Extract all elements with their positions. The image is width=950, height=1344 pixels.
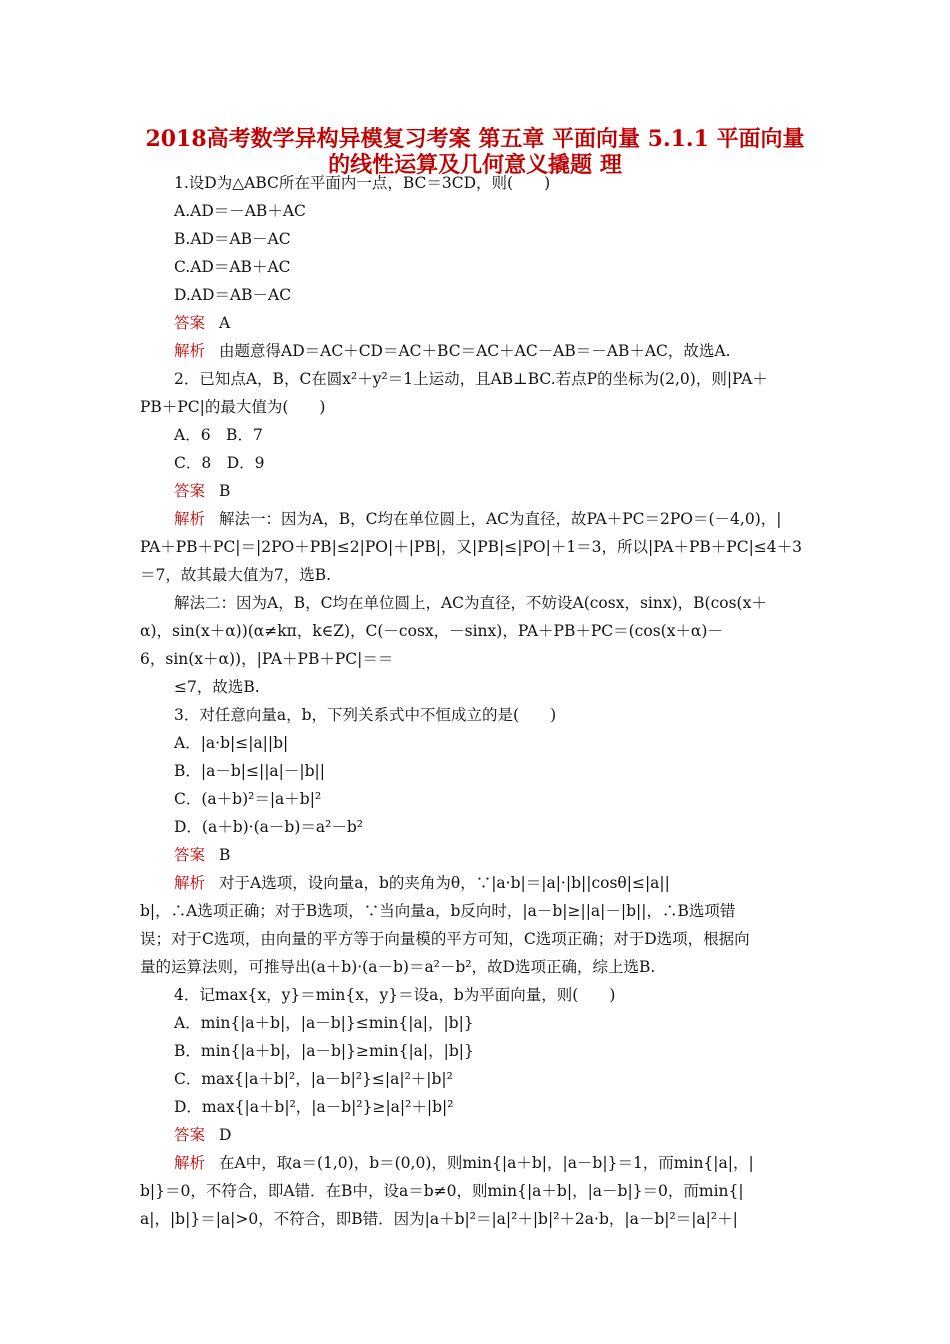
analysis-label: 解析 [174, 1154, 206, 1172]
question-1-option-d: D.AD＝AB－AC [174, 286, 292, 304]
answer-label: 答案 [174, 482, 206, 500]
answer-value: D [219, 1126, 232, 1144]
question-3-analysis-line-2: b|，∴A选项正确；对于B选项，∵当向量a，b反向时，|a－b|≥||a|－|b||，∴B选项错 [140, 902, 736, 920]
question-4-answer [174, 1125, 231, 1145]
question-3-analysis-line-3: 误；对于C选项，由向量的平方等于向量模的平方可知，C选项正确；对于D选项，根据向 [140, 930, 750, 948]
answer-value: B [219, 482, 231, 500]
question-3-stem: 3．对任意向量a，b，下列关系式中不恒成立的是( ) [174, 706, 557, 724]
question-2-method-2-line-3: 6，sin(x＋α))，|PA＋PB＋PC|＝＝ [140, 650, 394, 668]
question-3-option-d: D．(a＋b)·(a－b)＝a²－b² [174, 818, 363, 836]
answer-label: 答案 [174, 846, 206, 864]
question-2-analysis-line-3: ＝7，故其最大值为7，选B. [140, 566, 332, 584]
question-2-analysis-line-2: PA＋PB＋PC|＝|2PO＋PB|≤2|PO|＋|PB|，又|PB|≤|PO|＋1＝3，所以|PA＋PB＋PC|≤4＋3 [140, 538, 803, 556]
question-3-option-b: B．|a－b|≤||a|－|b|| [174, 762, 325, 780]
question-3-answer [174, 845, 230, 865]
question-4-option-b: B．min{|a＋b|，|a－b|}≥min{|a|，|b|} [174, 1042, 474, 1060]
question-1-option-a: A.AD＝－AB＋AC [174, 202, 306, 220]
question-2-stem-line-2: PB＋PC|的最大值为( ) [140, 398, 326, 416]
analysis-text: 对于A选项，设向量a，b的夹角为θ，∵|a·b|＝|a|·|b||cosθ|≤|a|| [219, 874, 670, 892]
question-1-stem: 1.设D为△ABC所在平面内一点，BC＝3CD，则( ) [174, 174, 551, 192]
answer-label: 答案 [174, 314, 206, 332]
analysis-text: 由题意得AD＝AC＋CD＝AC＋BC＝AC＋AC－AB＝－AB＋AC，故选A. [219, 342, 731, 360]
question-3-analysis-line-1 [174, 873, 670, 893]
question-1-analysis [174, 341, 731, 361]
question-4-analysis-line-2: b|}＝0，不符合，即A错．在B中，设a＝b≠0，则min{|a＋b|，|a－b|}＝0，而min{| [140, 1182, 744, 1200]
document-title-line-1: 2018高考数学异构异模复习考案 第五章 平面向量 5.1.1 平面向量 [145, 126, 805, 152]
question-3-option-a: A．|a·b|≤|a||b| [174, 734, 289, 752]
question-2-method-2-line-1: 解法二：因为A，B，C均在单位圆上，AC为直径，不妨设A(cosx，sinx)，B(cos(x＋ [174, 594, 767, 612]
question-4-analysis-line-3: a|，|b|}＝|a|>0，不符合，即B错．因为|a＋b|²＝|a|²＋|b|²＋2a·b，|a－b|²＝|a|²＋| [140, 1210, 738, 1228]
analysis-label: 解析 [174, 510, 206, 528]
question-2-options-cd: C．8 D．9 [174, 454, 265, 472]
analysis-label: 解析 [174, 874, 206, 892]
question-4-stem: 4．记max{x，y}＝min{x，y}＝设a，b为平面向量，则( ) [174, 986, 616, 1004]
analysis-label: 解析 [174, 342, 206, 360]
answer-value: A [219, 314, 231, 332]
question-2-method-2-line-4: ≤7，故选B. [174, 678, 260, 696]
document-title-line-2: 的线性运算及几何意义撬题 理 [328, 152, 622, 178]
question-2-method-2-line-2: α)，sin(x＋α))(α≠kπ，k∈Z)，C(－cosx，－sinx)，PA＋PB＋PC＝(cos(x＋α)－ [140, 622, 723, 640]
question-1-answer [174, 313, 230, 333]
question-1-option-c: C.AD＝AB＋AC [174, 258, 291, 276]
question-1-option-b: B.AD＝AB－AC [174, 230, 291, 248]
answer-value: B [219, 846, 231, 864]
question-2-answer [174, 481, 230, 501]
question-4-analysis-line-1 [174, 1153, 754, 1173]
question-2-options-ab: A．6 B．7 [174, 426, 263, 444]
question-4-option-c: C．max{|a＋b|²，|a－b|²}≤|a|²＋|b|² [174, 1070, 453, 1088]
question-4-option-a: A．min{|a＋b|，|a－b|}≤min{|a|，|b|} [174, 1014, 474, 1032]
question-3-option-c: C．(a＋b)²＝|a＋b|² [174, 790, 322, 808]
question-3-analysis-line-4: 量的运算法则，可推导出(a＋b)·(a－b)＝a²－b²，故D选项正确，综上选B. [140, 958, 656, 976]
question-4-option-d: D．max{|a＋b|²，|a－b|²}≥|a|²＋|b|² [174, 1098, 454, 1116]
question-2-analysis-line-1 [174, 509, 781, 529]
answer-label: 答案 [174, 1126, 206, 1144]
analysis-text: 在A中，取a＝(1,0)，b＝(0,0)，则min{|a＋b|，|a－b|}＝1，而min{|a|，| [219, 1154, 754, 1172]
question-2-stem-line-1: 2．已知点A，B，C在圆x²＋y²＝1上运动，且AB⊥BC.若点P的坐标为(2,0)，则|PA＋ [174, 370, 768, 388]
analysis-text: 解法一：因为A，B，C均在单位圆上，AC为直径，故PA＋PC＝2PO＝(－4,0)，| [219, 510, 782, 528]
